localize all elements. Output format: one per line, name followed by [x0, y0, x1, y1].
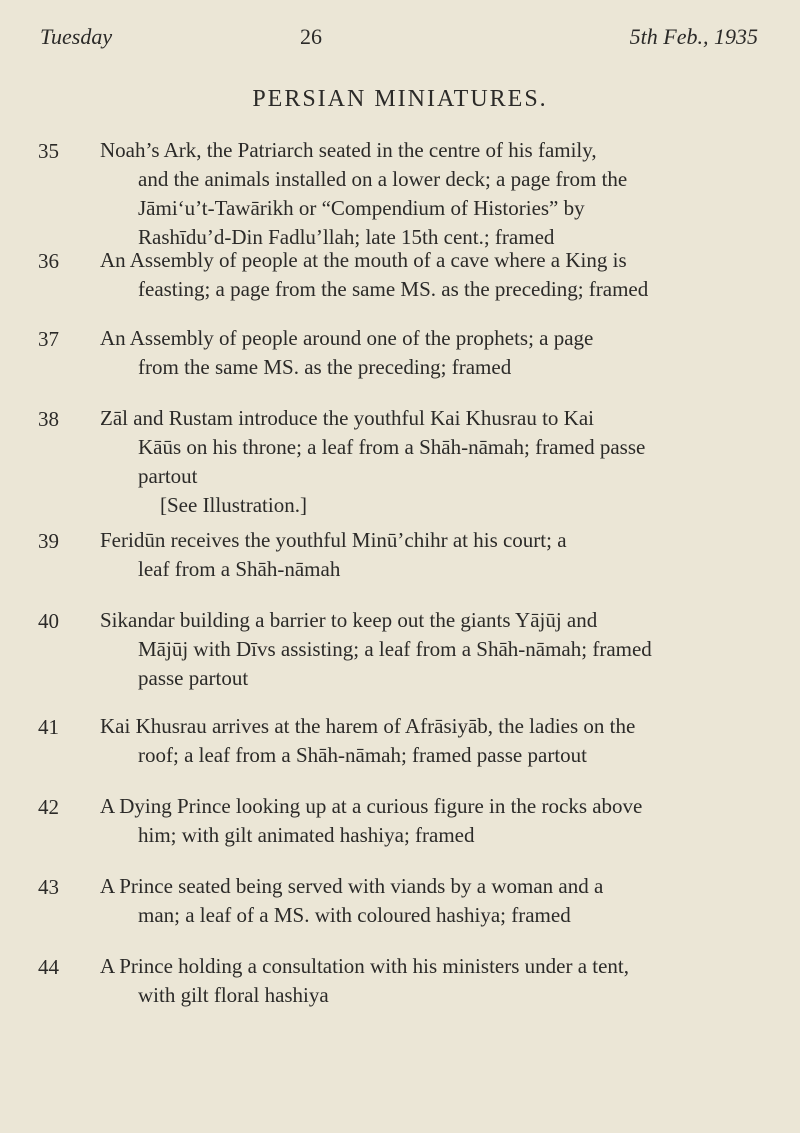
lot-number: 35 — [38, 139, 59, 163]
entry-line: passe partout — [138, 666, 249, 690]
entry-line: An Assembly of people around one of the prophets; a page — [100, 326, 594, 350]
entry-line: Rashīdu’d-Din Fadlu’llah; late 15th cent.; framed — [138, 225, 555, 249]
entry-line: Sikandar building a barrier to keep out the giants Yājūj and — [100, 608, 598, 632]
entry-line: Kāūs on his throne; a leaf from a Shāh-nāmah; framed passe — [138, 435, 646, 459]
lot-number: 36 — [38, 249, 59, 273]
entry-line: An Assembly of people at the mouth of a cave where a King is — [100, 248, 627, 272]
entry-line: partout — [138, 464, 198, 488]
entry-line: Feridūn receives the youthful Minū’chihr at his court; a — [100, 528, 567, 552]
entry-line: and the animals installed on a lower deck; a page from the — [138, 167, 628, 191]
page-title: PERSIAN MINIATURES. — [252, 86, 548, 112]
header-date: 5th Feb., 1935 — [629, 24, 758, 49]
entry-line: from the same MS. as the preceding; framed — [138, 355, 512, 379]
entry-text — [100, 872, 765, 930]
entry-line: A Prince seated being served with viands by a woman and a — [100, 874, 604, 898]
entry-line: Jāmi‘u’t-Tawārikh or “Compendium of Histories” by — [138, 196, 585, 220]
lot-number: 39 — [38, 529, 59, 553]
lot-number: 42 — [38, 795, 59, 819]
entry-line: him; with gilt animated hashiya; framed — [138, 823, 475, 847]
entry-line: leaf from a Shāh-nāmah — [138, 557, 341, 581]
entry-text — [100, 404, 765, 520]
entry-line: Kai Khusrau arrives at the harem of Afrāsiyāb, the ladies on the — [100, 714, 636, 738]
header-page-number: 26 — [300, 24, 322, 49]
entry-text — [100, 606, 765, 693]
entry-text — [100, 246, 765, 304]
entry-text — [100, 526, 765, 584]
entry-line: A Dying Prince looking up at a curious figure in the rocks above — [100, 794, 643, 818]
lot-number: 41 — [38, 715, 59, 739]
entry-line: man; a leaf of a MS. with coloured hashiya; framed — [138, 903, 571, 927]
entry-text — [100, 792, 765, 850]
lot-number: 37 — [38, 327, 59, 351]
entry-text — [100, 712, 765, 770]
entry-line: with gilt floral hashiya — [138, 983, 329, 1007]
illustration-reference: [See Illustration.] — [160, 493, 307, 517]
entry-line: A Prince holding a consultation with his ministers under a tent, — [100, 954, 630, 978]
lot-number: 38 — [38, 407, 59, 431]
lot-number: 43 — [38, 875, 59, 899]
lot-number: 44 — [38, 955, 59, 979]
entry-line: Mājūj with Dīvs assisting; a leaf from a Shāh-nāmah; framed — [138, 637, 652, 661]
entry-text — [100, 136, 765, 252]
entry-line: feasting; a page from the same MS. as the preceding; framed — [138, 277, 649, 301]
entry-line: Zāl and Rustam introduce the youthful Kai Khusrau to Kai — [100, 406, 594, 430]
entry-line: roof; a leaf from a Shāh-nāmah; framed passe partout — [138, 743, 587, 767]
header-day: Tuesday — [40, 24, 113, 49]
lot-number: 40 — [38, 609, 59, 633]
entry-text — [100, 952, 765, 1010]
entry-line: Noah’s Ark, the Patriarch seated in the centre of his family, — [100, 138, 597, 162]
entry-text — [100, 324, 765, 382]
